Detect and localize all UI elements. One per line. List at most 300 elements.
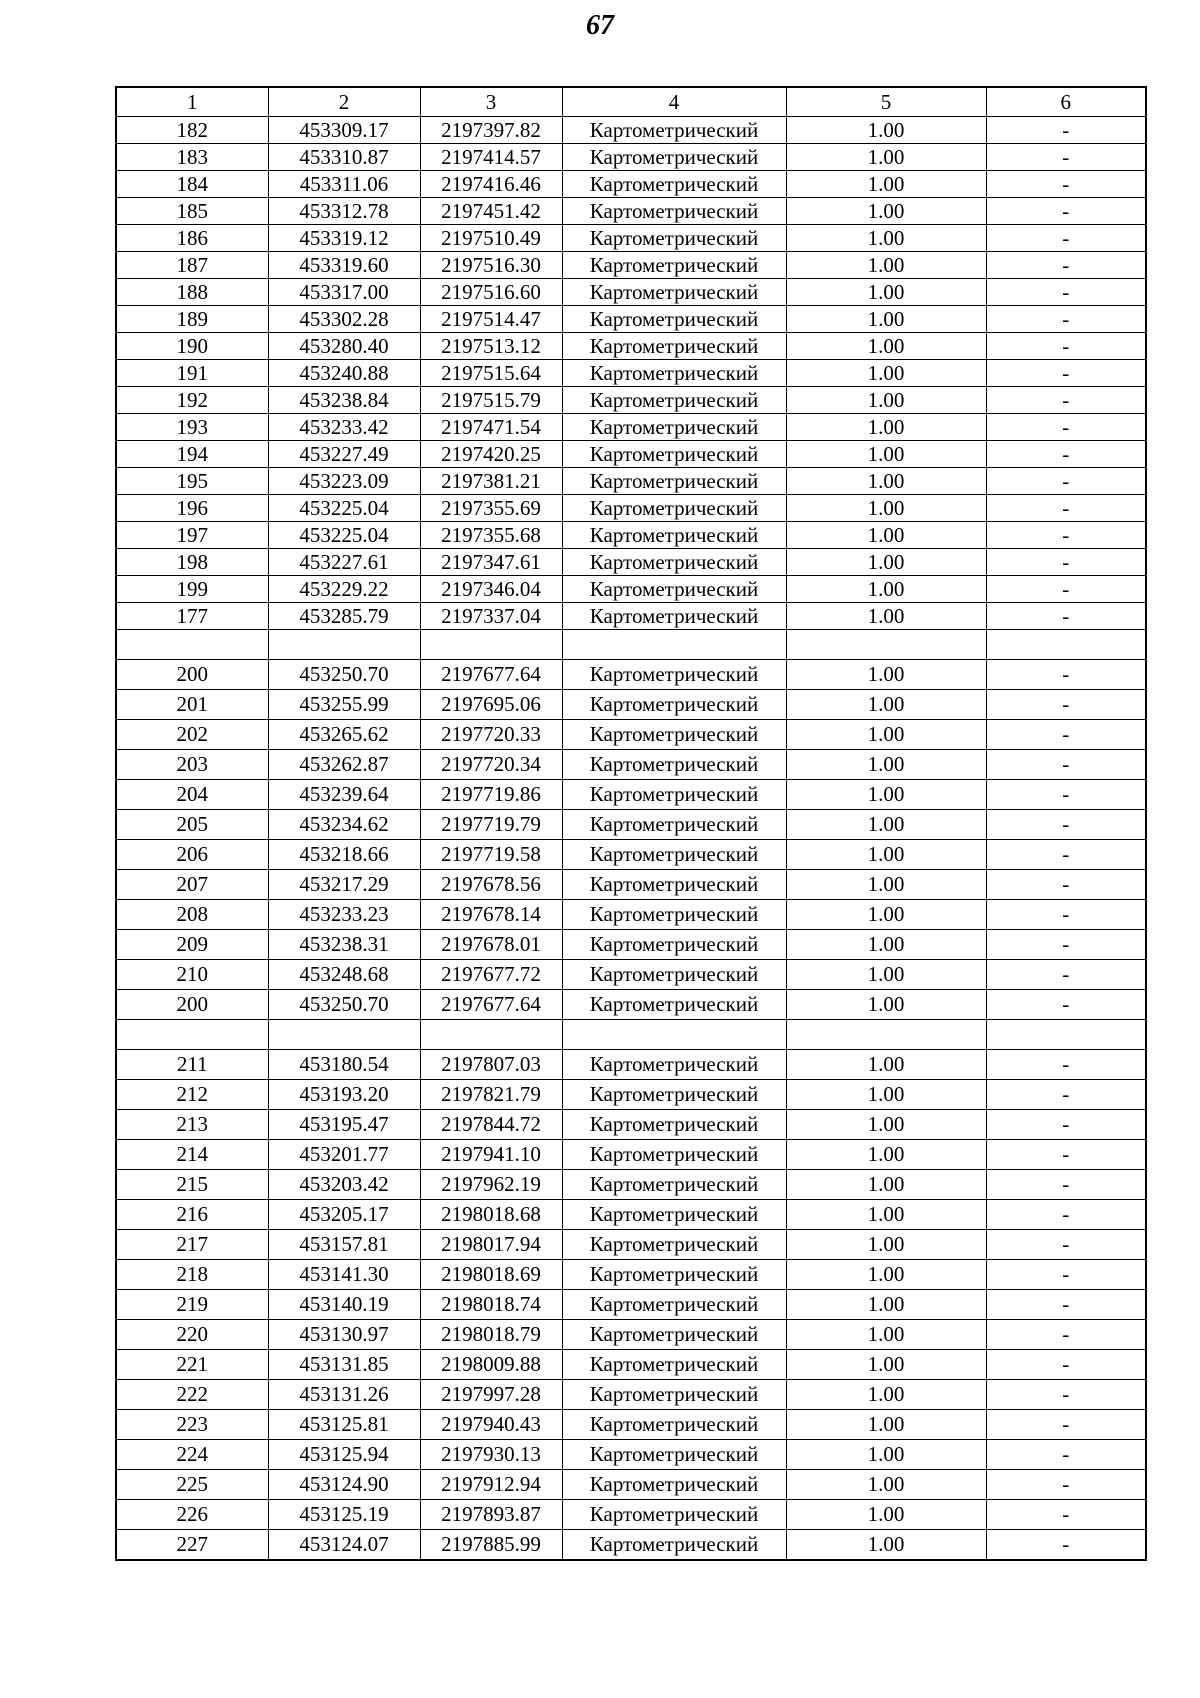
table-cell: 1.00 [786,1350,986,1380]
table-cell: 453125.81 [268,1410,420,1440]
table-cell: Картометрический [562,1230,786,1260]
table-cell: 1.00 [786,252,986,279]
table-cell: 1.00 [786,840,986,870]
table-cell: 191 [116,360,268,387]
table-row [116,171,1146,198]
table-cell: - [986,720,1146,750]
table-cell: 1.00 [786,750,986,780]
table-cell: Картометрический [562,1380,786,1410]
header-row [116,87,1146,117]
table-cell: 2197997.28 [420,1380,562,1410]
table-cell: 1.00 [786,522,986,549]
table-cell: Картометрический [562,1500,786,1530]
table-cell: Картометрический [562,870,786,900]
table-cell: 221 [116,1350,268,1380]
table-cell: 1.00 [786,1470,986,1500]
table-cell: 187 [116,252,268,279]
table-cell: 453239.64 [268,780,420,810]
section-separator-row [116,630,1146,660]
table-cell: 1.00 [786,1440,986,1470]
table-cell: 1.00 [786,1530,986,1561]
table-cell: - [986,171,1146,198]
table-cell: 227 [116,1530,268,1561]
table-row [116,387,1146,414]
table-cell: - [986,1380,1146,1410]
table-cell: - [986,387,1146,414]
table-cell: 2197720.33 [420,720,562,750]
table-cell: 210 [116,960,268,990]
table-row [116,441,1146,468]
table-cell: Картометрический [562,690,786,720]
table-cell: 2197515.64 [420,360,562,387]
table-cell: Картометрический [562,720,786,750]
table-cell: 453233.42 [268,414,420,441]
table-cell: 2197516.60 [420,279,562,306]
empty-cell [786,1020,986,1050]
table-cell: Картометрический [562,1350,786,1380]
table-row [116,279,1146,306]
table-cell: Картометрический [562,306,786,333]
table-cell: 226 [116,1500,268,1530]
table-cell: - [986,1080,1146,1110]
table-cell: 1.00 [786,960,986,990]
table-cell: 1.00 [786,1410,986,1440]
table-row [116,1140,1146,1170]
table-cell: - [986,144,1146,171]
table-cell: 2197720.34 [420,750,562,780]
table-cell: - [986,990,1146,1020]
table-cell: 1.00 [786,360,986,387]
table-cell: 206 [116,840,268,870]
column-header: 4 [562,87,786,117]
table-cell: 216 [116,1200,268,1230]
table-cell: 189 [116,306,268,333]
table-cell: Картометрический [562,1470,786,1500]
table-row [116,1200,1146,1230]
table-row [116,198,1146,225]
table-cell: 220 [116,1320,268,1350]
table-body [116,117,1146,1561]
table-cell: 1.00 [786,549,986,576]
table-cell: 453285.79 [268,603,420,630]
table-cell: Картометрический [562,750,786,780]
table-cell: 202 [116,720,268,750]
table-cell: Картометрический [562,1530,786,1561]
table-row [116,144,1146,171]
table-cell: 2197677.64 [420,660,562,690]
table-cell: 1.00 [786,468,986,495]
table-cell: Картометрический [562,387,786,414]
table-cell: - [986,1530,1146,1561]
table-cell: 1.00 [786,171,986,198]
table-row [116,660,1146,690]
table-cell: - [986,252,1146,279]
table-cell: Картометрический [562,1170,786,1200]
table-cell: 218 [116,1260,268,1290]
table-cell: - [986,1230,1146,1260]
table-cell: 1.00 [786,225,986,252]
table-cell: - [986,930,1146,960]
table-cell: 1.00 [786,441,986,468]
column-header: 5 [786,87,986,117]
table-cell: 2197513.12 [420,333,562,360]
table-cell: 2197695.06 [420,690,562,720]
table-cell: 2197821.79 [420,1080,562,1110]
table-cell: Картометрический [562,780,786,810]
table-cell: - [986,1200,1146,1230]
table-cell: - [986,225,1146,252]
table-cell: 1.00 [786,306,986,333]
table-cell: 2197346.04 [420,576,562,603]
table-cell: 1.00 [786,144,986,171]
table-cell: 453248.68 [268,960,420,990]
page-number: 67 [586,10,614,41]
table-row [116,495,1146,522]
table-row [116,720,1146,750]
table-cell: 453180.54 [268,1050,420,1080]
table-cell: Картометрический [562,1410,786,1440]
table-cell: 1.00 [786,930,986,960]
table-cell: 200 [116,660,268,690]
table-cell: 2197719.58 [420,840,562,870]
table-cell: 2197885.99 [420,1530,562,1561]
table-cell: 1.00 [786,900,986,930]
empty-cell [420,1020,562,1050]
table-cell: 212 [116,1080,268,1110]
table-cell: - [986,1110,1146,1140]
table-cell: 453229.22 [268,576,420,603]
table-cell: Картометрический [562,840,786,870]
table-cell: 2197941.10 [420,1140,562,1170]
table-row [116,468,1146,495]
table-row [116,1380,1146,1410]
table-cell: 193 [116,414,268,441]
empty-cell [562,1020,786,1050]
column-header: 2 [268,87,420,117]
table-cell: - [986,603,1146,630]
empty-cell [562,630,786,660]
table-cell: 2197337.04 [420,603,562,630]
table-cell: 453227.49 [268,441,420,468]
table-cell: 204 [116,780,268,810]
table-cell: 2198018.74 [420,1290,562,1320]
table-cell: 1.00 [786,1380,986,1410]
table-row [116,306,1146,333]
table-row [116,414,1146,441]
table-cell: 453250.70 [268,990,420,1020]
empty-cell [116,630,268,660]
table-row [116,1260,1146,1290]
table-cell: Картометрический [562,414,786,441]
table-cell: Картометрический [562,810,786,840]
table-row [116,990,1146,1020]
table-cell: - [986,414,1146,441]
table-cell: 2197678.56 [420,870,562,900]
table-row [116,252,1146,279]
table-cell: - [986,750,1146,780]
table-cell: - [986,279,1146,306]
table-cell: 1.00 [786,603,986,630]
empty-cell [986,630,1146,660]
table-cell: Картометрический [562,441,786,468]
table-cell: 453201.77 [268,1140,420,1170]
table-cell: - [986,1410,1146,1440]
table-cell: 453302.28 [268,306,420,333]
table-cell: - [986,198,1146,225]
table-cell: 1.00 [786,1500,986,1530]
table-cell: 190 [116,333,268,360]
table-cell: 453319.12 [268,225,420,252]
table-row [116,690,1146,720]
table-cell: 2197719.79 [420,810,562,840]
table-cell: 1.00 [786,1320,986,1350]
table-cell: 194 [116,441,268,468]
table-row [116,1080,1146,1110]
table-cell: 182 [116,117,268,144]
table-cell: Картометрический [562,1290,786,1320]
table-cell: 2197355.69 [420,495,562,522]
table-cell: 2198017.94 [420,1230,562,1260]
table-cell: 453311.06 [268,171,420,198]
table-cell: 223 [116,1410,268,1440]
table-cell: 2197515.79 [420,387,562,414]
table-cell: Картометрический [562,1080,786,1110]
table-cell: 453205.17 [268,1200,420,1230]
table-cell: Картометрический [562,900,786,930]
table-cell: 199 [116,576,268,603]
table-cell: 453312.78 [268,198,420,225]
table-cell: 453217.29 [268,870,420,900]
table-cell: 188 [116,279,268,306]
table-row [116,1230,1146,1260]
table-row [116,225,1146,252]
table-cell: 1.00 [786,387,986,414]
table-cell: 453255.99 [268,690,420,720]
table-row [116,810,1146,840]
table-cell: Картометрический [562,930,786,960]
table-cell: Картометрический [562,225,786,252]
table-cell: 453203.42 [268,1170,420,1200]
table-cell: - [986,1350,1146,1380]
table-row [116,1470,1146,1500]
table-cell: 2197516.30 [420,252,562,279]
table-header [116,87,1146,117]
table-cell: - [986,306,1146,333]
table-cell: Картометрический [562,1320,786,1350]
table-cell: 1.00 [786,1140,986,1170]
table-row [116,900,1146,930]
table-cell: Картометрический [562,1260,786,1290]
table-cell: 2198018.69 [420,1260,562,1290]
table-cell: 214 [116,1140,268,1170]
table-cell: 2197414.57 [420,144,562,171]
table-cell: 1.00 [786,495,986,522]
table-cell: - [986,1050,1146,1080]
table-row [116,1530,1146,1561]
table-row [116,1320,1146,1350]
table-cell: 1.00 [786,720,986,750]
table-row [116,930,1146,960]
table-cell: 1.00 [786,279,986,306]
table-cell: - [986,810,1146,840]
empty-cell [268,1020,420,1050]
table-cell: 453124.90 [268,1470,420,1500]
table-cell: 1.00 [786,198,986,225]
table-cell: 453225.04 [268,495,420,522]
table-cell: - [986,360,1146,387]
table-cell: 453317.00 [268,279,420,306]
table-cell: 453157.81 [268,1230,420,1260]
table-cell: 186 [116,225,268,252]
table-cell: Картометрический [562,468,786,495]
table-row [116,1170,1146,1200]
table-cell: Картометрический [562,252,786,279]
table-cell: 224 [116,1440,268,1470]
table-cell: 1.00 [786,1110,986,1140]
table-row [116,549,1146,576]
table-cell: 2197940.43 [420,1410,562,1440]
table-row [116,960,1146,990]
table-row [116,780,1146,810]
empty-cell [420,630,562,660]
table-cell: 2197416.46 [420,171,562,198]
table-cell: 1.00 [786,117,986,144]
table-row [116,840,1146,870]
table-cell: Картометрический [562,1140,786,1170]
table-cell: 2197420.25 [420,441,562,468]
table-cell: - [986,117,1146,144]
table-cell: Картометрический [562,1440,786,1470]
table-cell: 2197381.21 [420,468,562,495]
table-cell: 1.00 [786,1290,986,1320]
table-cell: 1.00 [786,1260,986,1290]
table-row [116,1350,1146,1380]
table-cell: Картометрический [562,660,786,690]
table-cell: 2198009.88 [420,1350,562,1380]
table-cell: 185 [116,198,268,225]
table-cell: 453125.19 [268,1500,420,1530]
table-cell: 2197930.13 [420,1440,562,1470]
table-cell: - [986,522,1146,549]
table-row [116,1290,1146,1320]
table-cell: - [986,690,1146,720]
table-cell: 2197844.72 [420,1110,562,1140]
table-cell: - [986,660,1146,690]
table-row [116,1440,1146,1470]
table-cell: - [986,1290,1146,1320]
table-cell: - [986,780,1146,810]
table-cell: 2197510.49 [420,225,562,252]
table-cell: Картометрический [562,171,786,198]
table-cell: - [986,1470,1146,1500]
empty-cell [986,1020,1146,1050]
table-cell: Картометрический [562,522,786,549]
table-cell: 2197678.01 [420,930,562,960]
table-cell: - [986,495,1146,522]
table-cell: 453310.87 [268,144,420,171]
table-cell: 2197677.64 [420,990,562,1020]
table-cell: 209 [116,930,268,960]
table-cell: - [986,870,1146,900]
table-cell: Картометрический [562,333,786,360]
section-separator-row [116,1020,1146,1050]
table-row [116,1110,1146,1140]
table-cell: Картометрический [562,117,786,144]
table-cell: 215 [116,1170,268,1200]
table-cell: Картометрический [562,360,786,387]
table-cell: 453250.70 [268,660,420,690]
table-row [116,333,1146,360]
table-cell: - [986,1170,1146,1200]
table-cell: 453140.19 [268,1290,420,1320]
table-cell: 1.00 [786,990,986,1020]
table-cell: 2197514.47 [420,306,562,333]
table-cell: - [986,900,1146,930]
table-cell: 453240.88 [268,360,420,387]
table-cell: 2197471.54 [420,414,562,441]
table-cell: - [986,1140,1146,1170]
table-cell: - [986,840,1146,870]
table-cell: 195 [116,468,268,495]
table-cell: - [986,441,1146,468]
table-row [116,870,1146,900]
table-cell: - [986,549,1146,576]
table-cell: 2197807.03 [420,1050,562,1080]
table-cell: 207 [116,870,268,900]
table-row [116,1410,1146,1440]
table-cell: 1.00 [786,1230,986,1260]
table-cell: Картометрический [562,1050,786,1080]
table-cell: Картометрический [562,1200,786,1230]
table-cell: 453227.61 [268,549,420,576]
table-cell: 453234.62 [268,810,420,840]
table-cell: 211 [116,1050,268,1080]
table-cell: 453265.62 [268,720,420,750]
table-cell: 198 [116,549,268,576]
table-cell: Картометрический [562,144,786,171]
table-cell: 1.00 [786,870,986,900]
table-row [116,576,1146,603]
table-cell: 1.00 [786,690,986,720]
column-header: 6 [986,87,1146,117]
table-cell: 197 [116,522,268,549]
table-cell: - [986,1320,1146,1350]
table-cell: 1.00 [786,1050,986,1080]
table-cell: 203 [116,750,268,780]
table-cell: 1.00 [786,1200,986,1230]
table-cell: 1.00 [786,1080,986,1110]
table-cell: 1.00 [786,810,986,840]
table-cell: 2197397.82 [420,117,562,144]
table-cell: 453130.97 [268,1320,420,1350]
table-cell: 453141.30 [268,1260,420,1290]
table-row [116,603,1146,630]
table-cell: 2198018.68 [420,1200,562,1230]
column-header: 1 [116,87,268,117]
table-cell: 2198018.79 [420,1320,562,1350]
table-cell: 2197893.87 [420,1500,562,1530]
table-cell: - [986,1260,1146,1290]
table-row [116,360,1146,387]
table-cell: 192 [116,387,268,414]
table-cell: 2197451.42 [420,198,562,225]
table-cell: - [986,960,1146,990]
table-cell: 453238.31 [268,930,420,960]
table-cell: - [986,333,1146,360]
table-cell: - [986,576,1146,603]
coordinates-table [115,86,1147,1561]
table-cell: 2197355.68 [420,522,562,549]
